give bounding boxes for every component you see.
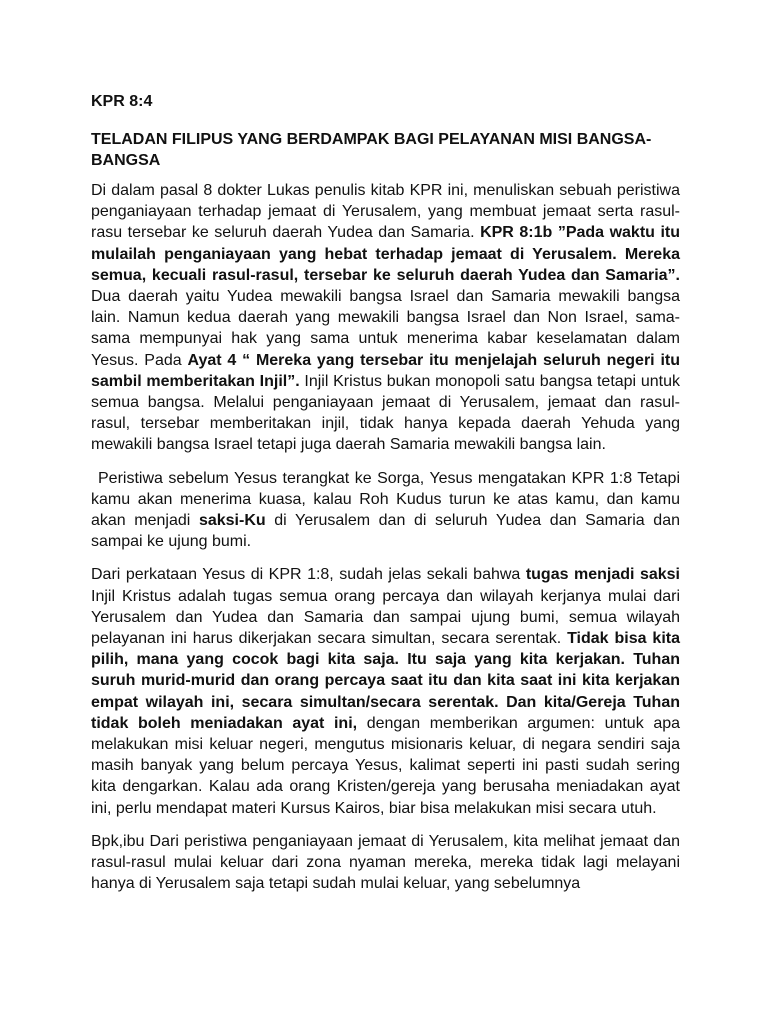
bold-segment: KPR 8:1b ”Pada waktu itu mulailah penganiayaan yang hebat terhadap jemaat di Yerusalem. Mereka semua, kecuali rasul-rasul, tersebar ke seluruh daerah Yudea dan Samaria”. bbox=[91, 224, 681, 284]
bold-segment: saksi-Ku bbox=[198, 512, 266, 530]
text-segment: Dua daerah yaitu Yudea mewakili bangsa Israel dan Samaria mewakili bangsa lain. Namun kedua daerah yang mewakili bangsa Israel dan Non Israel, sama-sama mempunyai hak yang sama untuk menerima kabar keselamatan dalam Yesus. Pada bbox=[91, 288, 680, 369]
bold-segment: tugas menjadi saksi bbox=[525, 566, 681, 584]
document-page bbox=[91, 92, 680, 907]
text-segment: Dari perkataan Yesus di KPR 1:8, sudah jelas sekali bahwa bbox=[91, 566, 526, 584]
paragraph-4 bbox=[91, 831, 680, 895]
text-segment: Bpk,ibu Dari peristiwa penganiayaan jemaat di Yerusalem, kita melihat jemaat dan rasul-rasul mulai keluar dari zona nyaman mereka, mereka tidak lagi melayani hanya di Yerusalem saja tetapi sudah mulai keluar, yang sebelumnya bbox=[91, 832, 680, 893]
paragraph-2 bbox=[91, 468, 680, 553]
document-title: TELADAN FILIPUS YANG BERDAMPAK BAGI PELAYANAN MISI BANGSA-BANGSA bbox=[91, 131, 652, 169]
scripture-reference: KPR 8:4 bbox=[91, 93, 153, 110]
text-segment: Di dalam pasal 8 dokter Lukas penulis kitab KPR ini, menuliskan sebuah peristiwa penganiayaan terhadap jemaat di Yerusalem, yang membuat jemaat serta rasul-rasu tersebar ke seluruh daerah Yudea dan Samaria. bbox=[91, 182, 680, 242]
paragraph-3 bbox=[91, 564, 680, 818]
text-segment: Injil Kristus adalah tugas semua orang percaya dan wilayah kerjanya mulai dari Yerusalem dan Yudea dan Samaria dan sampai ujung bumi, semua wilayah pelayanan ini harus dikerjakan secara simultan, secara serentak. bbox=[91, 587, 680, 648]
text-segment: Injil Kristus bukan monopoli satu bangsa tetapi untuk semua bangsa. Melalui penganiayaan jemaat di Yerusalem, jemaat dan rasul-rasul, tersebar memberitakan injil, tidak hanya kepada daerah Yehuda yang mewakili bangsa Israel tetapi juga daerah Samaria mewakili bangsa lain. bbox=[91, 372, 680, 454]
text-segment: dengan memberikan argumen: untuk apa melakukan misi keluar negeri, mengutus misionaris keluar, di negara sendiri saja masih banyak yang belum percaya Yesus, kalimat seperti ini pasti sudah sering kita dengarkan. Kalau ada orang Kristen/gereja yang berusaha meniadakan ayat ini, perlu mendapat materi Kursus Kairos, biar bisa melakukan misi secara utuh. bbox=[91, 714, 681, 817]
bold-segment: Tidak bisa kita pilih, mana yang cocok bagi kita saja. Itu saja yang kita kerjakan. Tuhan suruh murid-murid dan orang percaya saat itu dan kita saat ini kita kerjakan empat wilayah ini, secara simultan/secara serentak. Dan kita/Gereja Tuhan tidak boleh meniadakan ayat ini, bbox=[91, 630, 680, 732]
text-segment: Peristiwa sebelum Yesus terangkat ke Sorga, Yesus mengatakan KPR 1:8 Tetapi kamu akan menerima kuasa, kalau Roh Kudus turun ke atas kamu, dan kamu akan menjadi bbox=[91, 469, 680, 530]
text-segment: di Yerusalem dan di seluruh Yudea dan Samaria dan sampai ke ujung bumi. bbox=[91, 512, 680, 551]
paragraph-1 bbox=[91, 180, 680, 456]
bold-segment: Ayat 4 “ Mereka yang tersebar itu menjelajah seluruh negeri itu sambil memberitakan Injil”. bbox=[91, 351, 681, 390]
